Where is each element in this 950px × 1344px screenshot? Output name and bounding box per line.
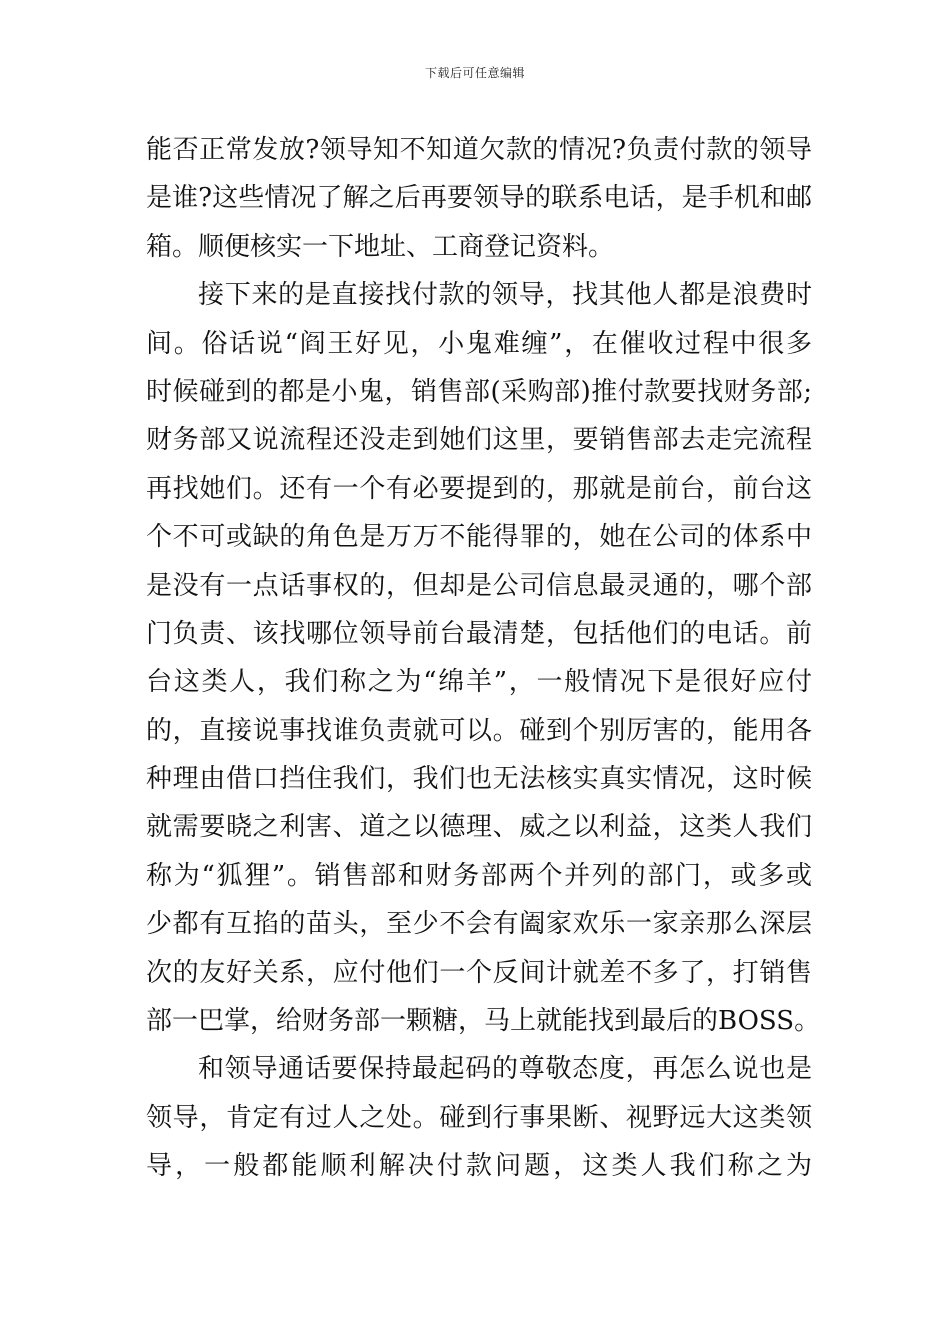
text-line: 再找她们。还有一个有必要提到的，那就是前台，前台这 [146, 473, 812, 504]
text-line: 的，直接说事找谁负责就可以。碰到个别厉害的，能用各 [146, 715, 812, 746]
text-line: 称为“狐狸”。销售部和财务部两个并列的部门，或多或 [146, 860, 812, 891]
text-line: 导，一般都能顺利解决付款问题，这类人我们称之为 [146, 1151, 812, 1182]
text-line: 部一巴掌，给财务部一颗糖，马上就能找到最后的BOSS。 [146, 1006, 821, 1037]
text-line: 是谁?这些情况了解之后再要领导的联系电话，是手机和邮 [146, 183, 812, 214]
text-line: 就需要晓之利害、道之以德理、威之以利益，这类人我们 [146, 812, 812, 843]
text-line: 接下来的是直接找付款的领导，找其他人都是浪费时 [198, 280, 812, 311]
page-header: 下载后可任意编辑 [424, 66, 525, 80]
body-text [146, 126, 821, 1191]
text-line: 次的友好关系，应付他们一个反间计就差不多了，打销售 [146, 957, 812, 988]
text-line: 是没有一点话事权的，但却是公司信息最灵通的，哪个部 [146, 570, 812, 601]
text-line: 时候碰到的都是小鬼，销售部(采购部)推付款要找财务部; [146, 376, 812, 407]
text-line: 种理由借口挡住我们，我们也无法核实真实情况，这时候 [146, 764, 812, 795]
text-line: 和领导通话要保持最起码的尊敬态度，再怎么说也是 [198, 1054, 812, 1085]
text-line: 财务部又说流程还没走到她们这里，要销售部去走完流程 [146, 425, 812, 456]
text-line: 能否正常发放?领导知不知道欠款的情况?负责付款的领导 [146, 135, 812, 165]
text-line: 箱。顺便核实一下地址、工商登记资料。 [146, 231, 615, 262]
text-line: 间。俗话说“阎王好见，小鬼难缠”，在催收过程中很多 [146, 328, 812, 359]
text-line: 个不可或缺的角色是万万不能得罪的，她在公司的体系中 [146, 522, 812, 553]
text-line: 门负责、该找哪位领导前台最清楚，包括他们的电话。前 [146, 618, 812, 649]
text-line: 台这类人，我们称之为“绵羊”，一般情况下是很好应付 [146, 667, 812, 698]
text-line: 少都有互掐的苗头，至少不会有阖家欢乐一家亲那么深层 [146, 909, 812, 940]
text-line: 领导，肯定有过人之处。碰到行事果断、视野远大这类领 [146, 1102, 812, 1133]
